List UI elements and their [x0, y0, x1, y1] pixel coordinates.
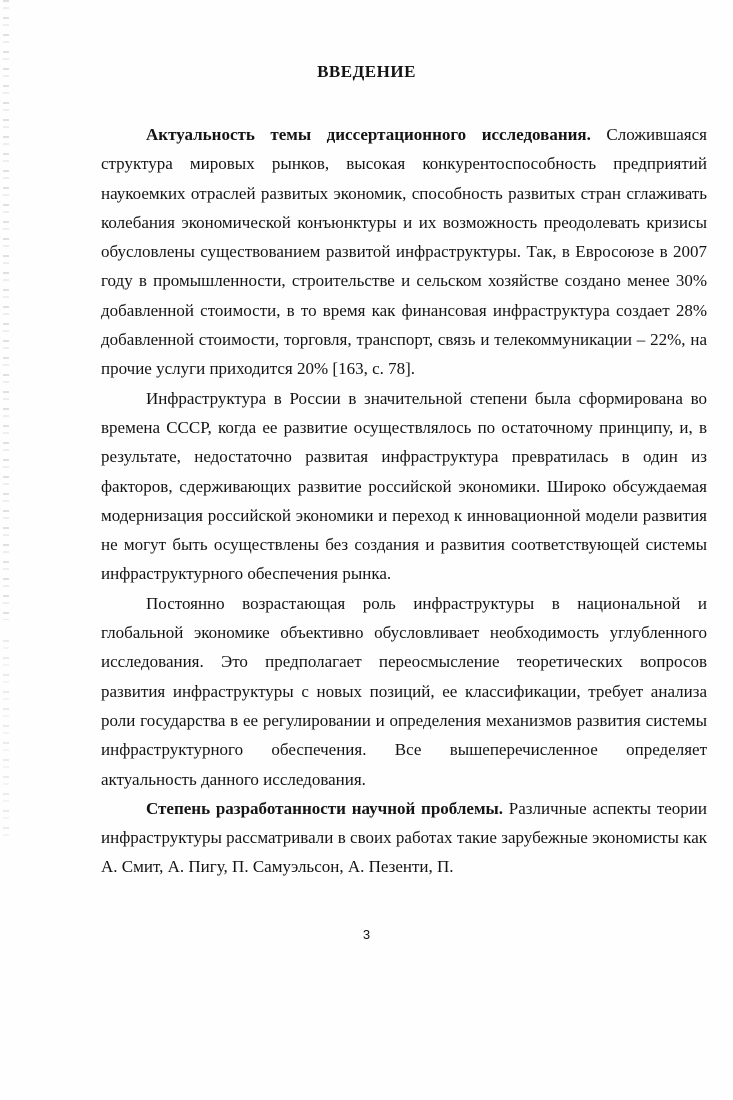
paragraph-relevance-lead: Актуальность темы диссертационного исследования.	[146, 125, 591, 144]
paragraph-research-degree-lead: Степень разработанности научной проблемы.	[146, 798, 504, 818]
page-heading: ВВЕДЕНИЕ	[317, 62, 416, 81]
paragraph-research-degree	[101, 794, 707, 882]
body-text	[101, 120, 707, 882]
scan-edge-noise	[3, 0, 9, 620]
paragraph-growing-role	[101, 589, 707, 794]
paragraph-relevance-text: Сложившаяся структура мировых рынков, высокая конкурентоспособность предприятий наукоемких отраслей развитых экономик, способность развитых стран сглаживать колебания экономической конъюнктуры и их возможность преодолевать кризисы обусловлены существованием развитой инфраструктуры. Так, в Евросоюзе в 2007 году в промышленности, строительстве и сельском хозяйстве создано менее 30% добавленной стоимости, в то время как финансовая инфраструктура создает 28% добавленной стоимости, торговля, транспорт, связь и телекоммуникации – 22%, на прочие услуги приходится 20% [163, с. 78].	[101, 125, 707, 379]
paragraph-relevance	[101, 120, 707, 384]
scan-edge-noise-lower	[3, 640, 9, 840]
paragraph-russia-infrastructure-text: Инфраструктура в России в значительной степени была сформирована во времена СССР, когда ее развитие осуществлялось по остаточному принципу, и, в результате, недостаточно развитая инфраструктура превратилась в один из факторов, сдерживающих развитие российской экономики. Широко обсуждаемая модернизация российской экономики и переход к инновационной модели развития не могут быть осуществлены без создания и развития соответствующей системы инфраструктурного обеспечения рынка.	[101, 388, 707, 584]
paragraph-russia-infrastructure	[101, 384, 707, 589]
paragraph-growing-role-text: Постоянно возрастающая роль инфраструктуры в национальной и глобальной экономике объективно обусловливает необходимость углубленного исследования. Это предполагает переосмысление теоретических вопросов развития инфраструктуры с новых позиций, ее классификации, требует анализа роли государства в ее регулировании и определения механизмов развития системы инфраструктурного обеспечения. Все вышеперечисленное определяет актуальность данного исследования.	[101, 593, 707, 789]
paragraph-research-degree-text: Различные аспекты теории инфраструктуры рассматривали в своих работах такие зарубежные экономисты как А. Смит, А. Пигу, П. Самуэльсон, А. Пезенти, П.	[101, 798, 707, 877]
page-number: 3	[362, 927, 371, 942]
